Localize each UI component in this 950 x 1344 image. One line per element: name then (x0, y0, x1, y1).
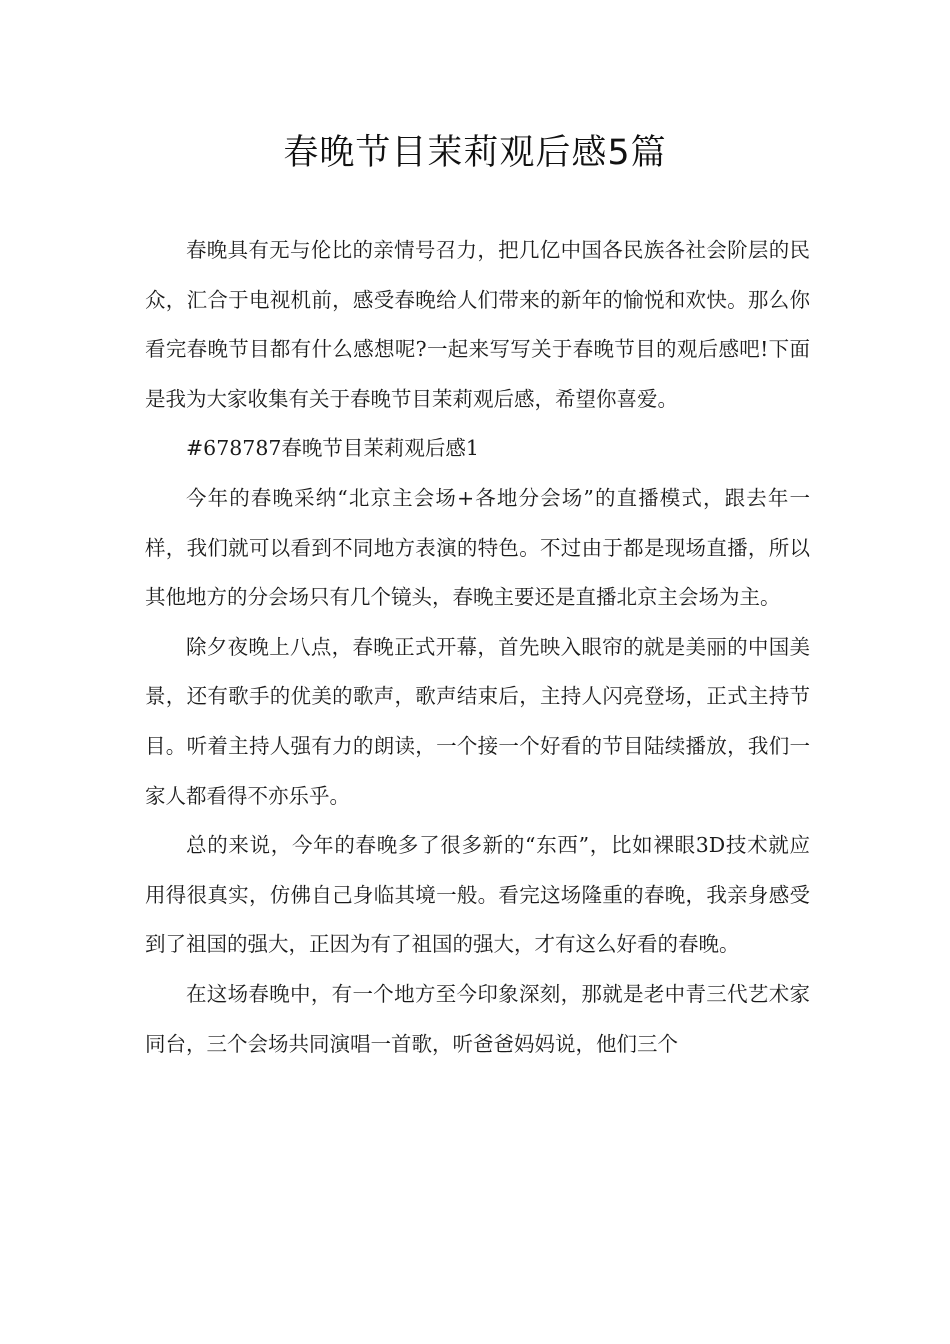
paragraph-section-heading: #678787春晚节目茉莉观后感1 (186, 436, 479, 461)
document-body (145, 226, 810, 1069)
paragraph-intro: 春晚具有无与伦比的亲情号召力，把几亿中国各民族各社会阶层的民众，汇合于电视机前，感受春晚给人们带来的新年的愉悦和欢快。那么你看完春晚节目都有什么感想呢?一起来写写关于春晚节目的观后感吧!下面是我为大家收集有关于春晚节目茉莉观后感，希望你喜爱。 (145, 238, 810, 411)
paragraph-opening: 除夕夜晚上八点，春晚正式开幕，首先映入眼帘的就是美丽的中国美景，还有歌手的优美的歌声，歌声结束后，主持人闪亮登场，正式主持节目。听着主持人强有力的朗读，一个接一个好看的节目陆续播放，我们一家人都看得不亦乐乎。 (145, 634, 810, 808)
document-title: 春晚节目茉莉观后感5篇 (283, 133, 667, 173)
paragraph-broadcast-mode: 今年的春晚采纳“北京主会场+各地分会场”的直播模式，跟去年一样，我们就可以看到不同地方表演的特色。不过由于都是现场直播，所以其他地方的分会场只有几个镜头，春晚主要还是直播北京主会场为主。 (145, 485, 810, 610)
paragraph-summary: 总的来说，今年的春晚多了很多新的“东西”，比如裸眼3D技术就应用得很真实，仿佛自己身临其境一般。看完这场隆重的春晚，我亲身感受到了祖国的强大，正因为有了祖国的强大，才有这么好看的春晚。 (145, 833, 810, 957)
paragraph-impression: 在这场春晚中，有一个地方至今印象深刻，那就是老中青三代艺术家同台，三个会场共同演唱一首歌，听爸爸妈妈说，他们三个 (145, 981, 810, 1056)
